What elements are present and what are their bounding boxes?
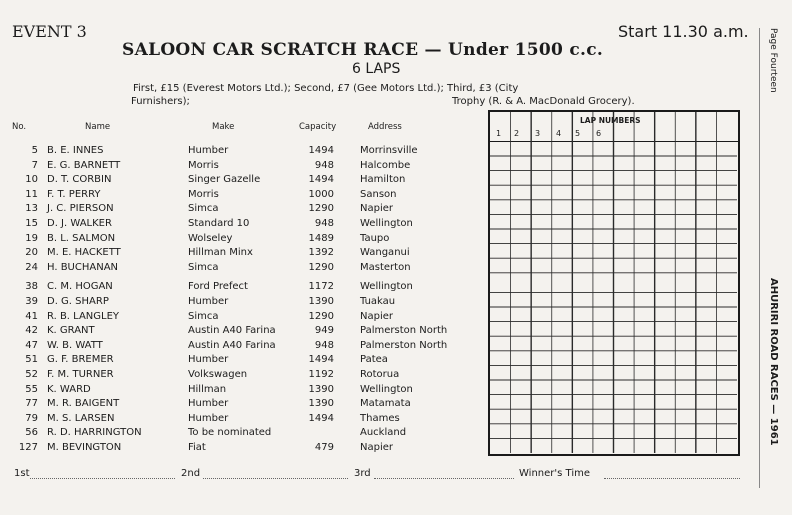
entry-capacity: 949 xyxy=(314,325,334,337)
entry-capacity: 948 xyxy=(314,159,334,171)
header-name: Name xyxy=(85,122,111,132)
lap-grid-cells xyxy=(490,142,737,453)
entry-capacity: 1290 xyxy=(308,261,334,273)
first-place-line xyxy=(30,478,175,479)
entry-number: 24 xyxy=(25,261,38,273)
entry-address: Thames xyxy=(360,412,400,424)
entry-name: R. B. LANGLEY xyxy=(47,310,120,322)
entry-make: Hillman xyxy=(188,383,227,395)
entry-make: Humber xyxy=(188,296,229,307)
entry-capacity: 1390 xyxy=(308,398,334,410)
entry-address: Napier xyxy=(360,442,393,453)
entry-make: Morris xyxy=(188,159,219,171)
entry-make: Morris xyxy=(188,188,219,200)
lap-number-label: 5 xyxy=(575,129,581,138)
entry-address: Sanson xyxy=(360,188,397,200)
lap-number-label: 6 xyxy=(596,129,602,138)
entry-name: D. J. WALKER xyxy=(47,218,112,229)
entry-name: J. C. PIERSON xyxy=(47,203,114,215)
entry-make: Singer Gazelle xyxy=(188,174,261,186)
entry-make: Humber xyxy=(188,398,229,410)
prize-line-1: First, £15 (Everest Motors Ltd.); Second, £7 (Gee Motors Ltd.); Third, £3 (City xyxy=(133,83,519,94)
entry-name: M. S. LARSEN xyxy=(47,412,115,424)
entry-address: Wanganui xyxy=(360,247,410,259)
entry-number: 56 xyxy=(25,427,38,439)
entry-number: 51 xyxy=(25,354,38,366)
entry-make: Fiat xyxy=(188,442,206,453)
entry-make: Humber xyxy=(188,354,229,366)
entry-number: 5 xyxy=(31,145,38,156)
entry-name: H. BUCHANAN xyxy=(47,261,119,273)
entry-name: R. D. HARRINGTON xyxy=(47,427,142,439)
publication-title: AHURIRI ROAD RACES — 1961 xyxy=(768,278,779,446)
page-number: Page Fourteen xyxy=(768,28,778,93)
entry-name: W. B. WATT xyxy=(47,339,103,351)
lap-number-label: 1 xyxy=(496,129,502,138)
entry-number: 77 xyxy=(25,398,38,410)
entry-address: Palmerston North xyxy=(360,339,448,351)
entry-capacity: 479 xyxy=(314,442,334,453)
entry-address: Taupo xyxy=(360,232,390,244)
prize-line-2: Furnishers); xyxy=(131,96,190,107)
entry-address: Auckland xyxy=(360,427,407,439)
entry-make: Volkswagen xyxy=(188,369,248,380)
second-place-label: 2nd xyxy=(181,468,201,479)
prize-line-3: Trophy (R. & A. MacDonald Grocery). xyxy=(452,96,635,107)
entry-make: To be nominated xyxy=(188,427,272,439)
entry-make: Wolseley xyxy=(188,232,233,244)
winners-time-line xyxy=(604,478,740,479)
entry-name: G. F. BREMER xyxy=(47,354,114,366)
entry-address: Patea xyxy=(360,354,388,366)
header-make: Make xyxy=(212,122,235,132)
entry-name: F. M. TURNER xyxy=(47,369,114,380)
entry-address: Rotorua xyxy=(360,369,400,380)
entry-capacity: 1494 xyxy=(308,354,334,366)
entry-number: 42 xyxy=(25,325,38,337)
first-place-label: 1st xyxy=(14,468,30,479)
entry-make: Austin A40 Farina xyxy=(188,339,276,351)
entry-capacity: 1392 xyxy=(308,247,334,259)
entry-capacity: 1489 xyxy=(308,232,334,244)
entry-address: Napier xyxy=(360,310,393,322)
entry-capacity: 1290 xyxy=(308,203,334,215)
entry-make: Humber xyxy=(188,412,229,424)
entry-name: K. GRANT xyxy=(47,325,95,337)
entry-address: Matamata xyxy=(360,398,411,410)
entry-name: D. G. SHARP xyxy=(47,296,109,307)
entry-address: Halcombe xyxy=(360,159,411,171)
third-place-label: 3rd xyxy=(354,468,371,479)
lap-count: 6 LAPS xyxy=(352,61,401,77)
entry-name: M. R. BAIGENT xyxy=(47,398,120,410)
entry-address: Morrinsville xyxy=(360,145,418,156)
entry-name: D. T. CORBIN xyxy=(47,174,112,186)
entry-make: Simca xyxy=(188,203,219,215)
entry-make: Humber xyxy=(188,145,229,156)
entry-number: 38 xyxy=(25,281,38,293)
entry-make: Ford Prefect xyxy=(188,281,248,293)
entry-make: Simca xyxy=(188,261,219,273)
entry-capacity: 1290 xyxy=(308,310,334,322)
third-place-line xyxy=(374,478,514,479)
second-place-line xyxy=(203,478,348,479)
entry-capacity: 1192 xyxy=(308,369,334,380)
entry-capacity: 1000 xyxy=(308,188,334,200)
entry-number: 41 xyxy=(25,310,38,322)
entry-capacity: 1390 xyxy=(308,296,334,307)
lap-grid xyxy=(488,110,740,456)
entry-name: B. E. INNES xyxy=(47,145,104,156)
entry-number: 13 xyxy=(25,203,38,215)
entry-capacity: 1494 xyxy=(308,412,334,424)
entry-number: 7 xyxy=(31,159,38,171)
entry-address: Napier xyxy=(360,203,393,215)
entry-number: 11 xyxy=(25,188,38,200)
lap-number-label: 2 xyxy=(514,129,520,138)
lap-grid-title: LAP NUMBERS xyxy=(580,116,641,125)
side-margin xyxy=(759,28,780,488)
entry-number: 52 xyxy=(25,369,38,380)
entry-address: Wellington xyxy=(360,281,413,293)
start-time: Start 11.30 a.m. xyxy=(618,22,749,41)
entry-address: Tuakau xyxy=(360,296,396,307)
entry-number: 19 xyxy=(25,232,38,244)
entry-address: Wellington xyxy=(360,383,413,395)
entry-capacity: 1390 xyxy=(308,383,334,395)
entry-name: B. L. SALMON xyxy=(47,232,116,244)
lap-number-label: 4 xyxy=(556,129,562,138)
entry-number: 127 xyxy=(18,442,38,453)
entry-number: 20 xyxy=(25,247,38,259)
entry-name: M. BEVINGTON xyxy=(47,442,122,453)
entry-make: Hillman Minx xyxy=(188,247,253,259)
entry-number: 55 xyxy=(25,383,38,395)
header-capacity: Capacity xyxy=(299,122,337,132)
entry-make: Austin A40 Farina xyxy=(188,325,276,337)
entry-number: 39 xyxy=(25,296,38,307)
lap-number-label: 3 xyxy=(535,129,541,138)
entry-make: Simca xyxy=(188,310,219,322)
entry-make: Standard 10 xyxy=(188,218,250,229)
entry-address: Masterton xyxy=(360,261,411,273)
entry-name: K. WARD xyxy=(47,383,91,395)
entry-capacity: 948 xyxy=(314,339,334,351)
header-address: Address xyxy=(368,122,402,132)
entry-name: M. E. HACKETT xyxy=(47,247,121,259)
entry-capacity: 1172 xyxy=(308,281,334,293)
entry-name: C. M. HOGAN xyxy=(47,281,113,293)
entry-number: 15 xyxy=(25,218,38,229)
entry-number: 10 xyxy=(25,174,38,186)
entry-address: Wellington xyxy=(360,218,413,229)
event-number: EVENT 3 xyxy=(12,22,87,41)
entry-name: F. T. PERRY xyxy=(47,188,101,200)
entry-address: Hamilton xyxy=(360,174,406,186)
entry-name: E. G. BARNETT xyxy=(47,159,121,171)
entry-number: 47 xyxy=(25,339,38,351)
race-title: SALOON CAR SCRATCH RACE — Under 1500 c.c. xyxy=(122,40,604,60)
entry-address: Palmerston North xyxy=(360,325,448,337)
entry-capacity: 1494 xyxy=(308,145,334,156)
entry-number: 79 xyxy=(25,412,38,424)
header-no: No. xyxy=(12,122,27,132)
entry-capacity: 948 xyxy=(314,218,334,229)
entry-capacity: 1494 xyxy=(308,174,334,186)
winners-time-label: Winner's Time xyxy=(519,468,590,479)
